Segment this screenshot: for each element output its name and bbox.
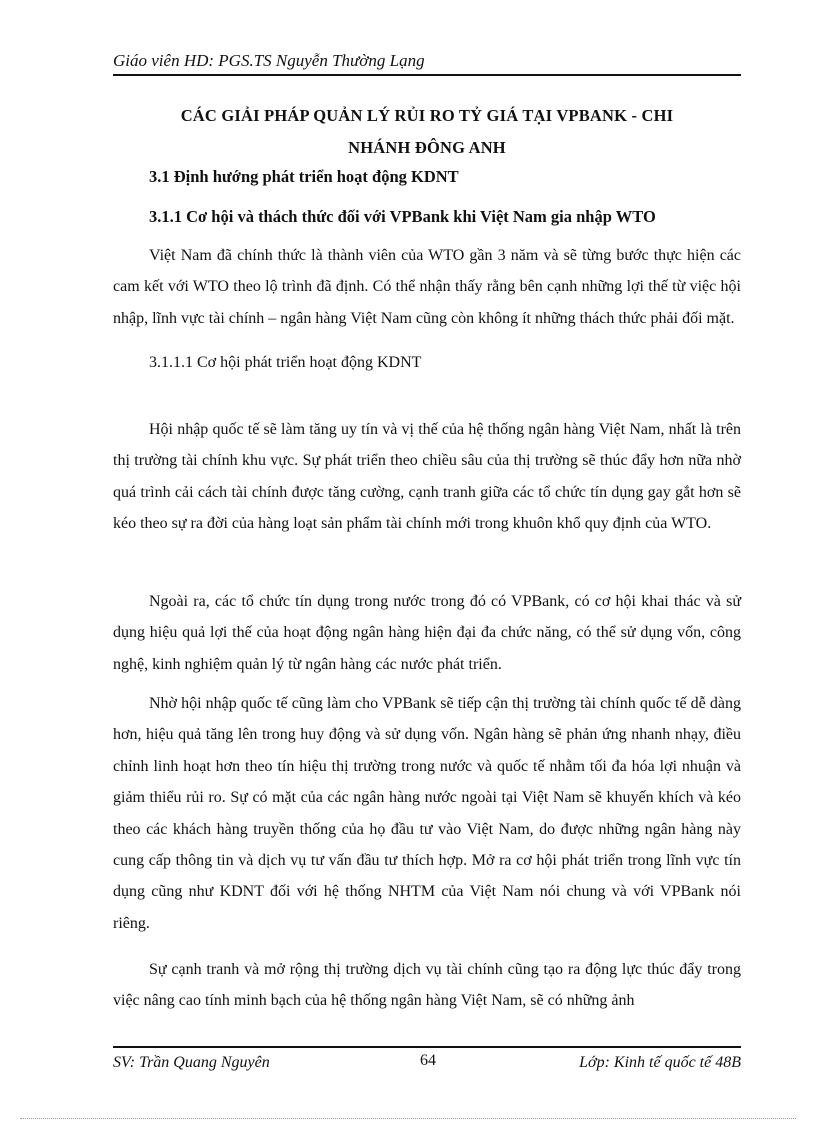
chapter-title-line-1: CÁC GIẢI PHÁP QUẢN LÝ RỦI RO TỶ GIÁ TẠI VPBANK - CHI: [180, 106, 674, 125]
paragraph-1: Việt Nam đã chính thức là thành viên của WTO gần 3 năm và sẽ từng bước thực hiện các cam kết với WTO theo lộ trình đã định. Có thể nhận thấy rằng bên cạnh những lợi thế từ việc hội nhập, lĩnh vực tài chính – ngân hàng Việt Nam cũng còn không ít những thách thức phải đối mặt.: [113, 247, 741, 327]
class-name: Lớp: Kinh tế quốc tế 48B: [579, 1054, 741, 1071]
page-edge-dots: [20, 1118, 796, 1119]
chapter-title: [113, 100, 741, 164]
subsubsection-heading: 3.1.1.1 Cơ hội phát triển hoạt động KDNT: [149, 354, 422, 371]
header-divider: [113, 74, 741, 76]
paragraph-2: Hội nhập quốc tế sẽ làm tăng uy tín và vị thế của hệ thống ngân hàng Việt Nam, nhất là trên thị trường tài chính khu vực. Sự phát triển theo chiều sâu của thị trường sẽ thúc đẩy hơn nữa nhờ quá trình cải cách tài chính được tăng cường, cạnh tranh giữa các tổ chức tín dụng gay gắt hơn sẽ kéo theo sự ra đời của hàng loạt sản phẩm tài chính mới trong khuôn khổ quy định của WTO.: [113, 421, 741, 533]
teacher-line: Giáo viên HD: PGS.TS Nguyễn Thường Lạng: [113, 51, 425, 70]
subsection-heading: 3.1.1 Cơ hội và thách thức đối với VPBank khi Việt Nam gia nhập WTO: [149, 207, 656, 226]
paragraph-5: Sự cạnh tranh và mở rộng thị trường dịch vụ tài chính cũng tạo ra động lực thúc đẩy trong việc nâng cao tính minh bạch của hệ thống ngân hàng Việt Nam, sẽ có những ảnh: [113, 961, 741, 1010]
student-name: SV: Trần Quang Nguyên: [113, 1054, 270, 1071]
section-heading: 3.1 Định hướng phát triển hoạt động KDNT: [149, 167, 459, 186]
paragraph-4: Nhờ hội nhập quốc tế cũng làm cho VPBank sẽ tiếp cận thị trường tài chính quốc tế dễ dàng hơn, hiệu quả tăng lên trong huy động và sử dụng vốn. Ngân hàng sẽ phản ứng nhanh nhạy, điều chỉnh linh hoạt hơn theo tín hiệu thị trường trong nước và quốc tế nhằm tối đa hóa lợi nhuận và giảm thiểu rủi ro. Sự có mặt của các ngân hàng nước ngoài tại Việt Nam sẽ khuyến khích và kéo theo các khách hàng truyền thống của họ đầu tư vào Việt Nam, do được những ngân hàng này cung cấp thông tin và dịch vụ tư vấn đầu tư thích hợp. Mở ra cơ hội phát triển trong lĩnh vực tín dụng cũng như KDNT đối với hệ thống NHTM của Việt Nam nói chung và với VPBank nói riêng.: [113, 695, 741, 932]
paragraph-3: Ngoài ra, các tổ chức tín dụng trong nước trong đó có VPBank, có cơ hội khai thác và sử dụng hiệu quả lợi thế của hoạt động ngân hàng hiện đại đa chức năng, có thể sử dụng vốn, công nghệ, kinh nghiệm quản lý từ ngân hàng các nước phát triển.: [113, 593, 741, 673]
page-number: 64: [420, 1052, 436, 1069]
chapter-title-line-2: NHÁNH ĐÔNG ANH: [348, 138, 506, 157]
footer-divider: [113, 1046, 741, 1048]
